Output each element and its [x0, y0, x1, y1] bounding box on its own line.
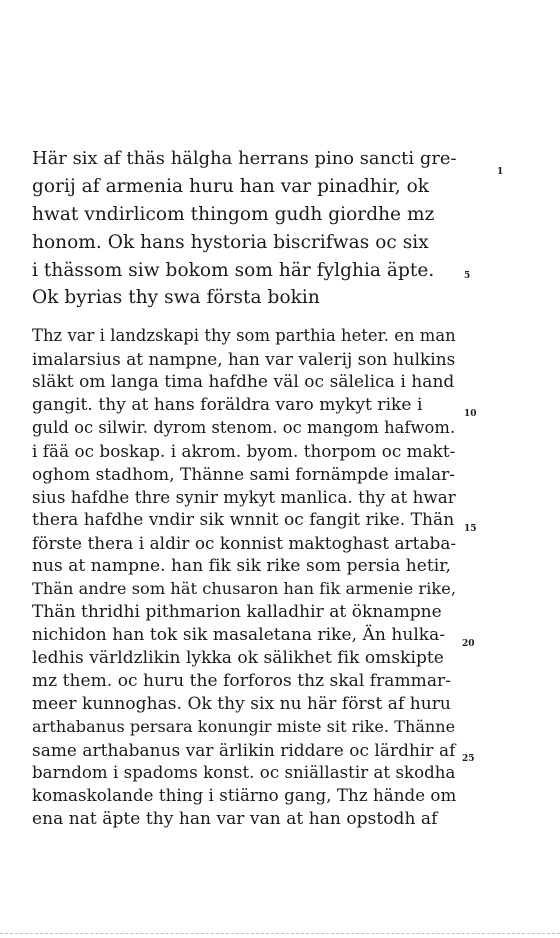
- line-number: 20: [462, 639, 475, 649]
- body-line: Thz var i landzskapi thy som parthia heter. en man: [32, 326, 456, 345]
- body-line: guld oc silwir. dyrom stenom. oc mangom hafwom.: [32, 418, 456, 437]
- body-line: nichidon han tok sik masaletana rike, Än hulka-: [32, 625, 446, 645]
- line-number: 15: [464, 524, 477, 534]
- body-line: barndom i spadoms konst. oc sniällastir at skodha: [32, 763, 456, 782]
- bottom-rule: [0, 933, 560, 934]
- body-line: imalarsius at nampne, han var valerij son hulkins: [32, 349, 456, 369]
- body-line: Thän andre som hät chusaron han fik armenie rike,: [32, 579, 457, 598]
- heading-line: hwat vndirlicom thingom gudh giordhe mz: [32, 204, 435, 225]
- body-line: thera hafdhe vndir sik wnnit oc fangit rike. Thän: [32, 510, 455, 530]
- body-line: nus at nampne. han fik sik rike som persia hetir,: [32, 556, 452, 576]
- heading-line: gorij af armenia huru han var pinadhir, ok: [32, 176, 430, 197]
- line-number: 5: [464, 271, 471, 281]
- heading-line: Ok byrias thy swa första bokin: [32, 287, 320, 308]
- body-line: Thän thridhi pithmarion kalladhir at öknampne: [32, 602, 442, 622]
- body-line: sius hafdhe thre synir mykyt manlica. thy at hwar: [32, 487, 456, 507]
- heading-line: honom. Ok hans hystoria biscrifwas oc six: [32, 232, 429, 253]
- body-line: ena nat äpte thy han var van at han opstodh af: [32, 809, 438, 829]
- body-line: oghom stadhom, Thänne sami fornämpde imalar-: [32, 464, 456, 484]
- body-line: i fää oc boskap. i akrom. byom. thorpom oc makt-: [32, 441, 456, 461]
- body-line: same arthabanus var ärlikin riddare oc lärdhir af: [32, 740, 456, 760]
- line-number: 1: [497, 167, 504, 177]
- body-line: mz them. oc huru the forforos thz skal frammar-: [32, 671, 451, 691]
- body-line: komaskolande thing i stiärno gang, Thz hände om: [32, 786, 457, 805]
- body-line: meer kunnoghas. Ok thy six nu här först af huru: [32, 694, 451, 714]
- line-number: 10: [464, 409, 477, 419]
- body-line: arthabanus persara konungir miste sit rike. Thänne: [32, 717, 456, 736]
- body-line: släkt om langa tima hafdhe väl oc sälelica i hand: [32, 372, 455, 392]
- body-line: ledhis världzlikin lykka ok sälikhet fik omskipte: [32, 648, 444, 668]
- heading-line: Här six af thäs hälgha herrans pino sancti gre-: [32, 148, 457, 169]
- line-number: 25: [462, 754, 475, 764]
- body-line: förste thera i aldir oc konnist maktoghast artaba-: [32, 533, 457, 553]
- heading-line: i thässom siw bokom som här fylghia äpte.: [32, 260, 435, 281]
- body-line: gangit. thy at hans foräldra varo mykyt rike i: [32, 395, 423, 415]
